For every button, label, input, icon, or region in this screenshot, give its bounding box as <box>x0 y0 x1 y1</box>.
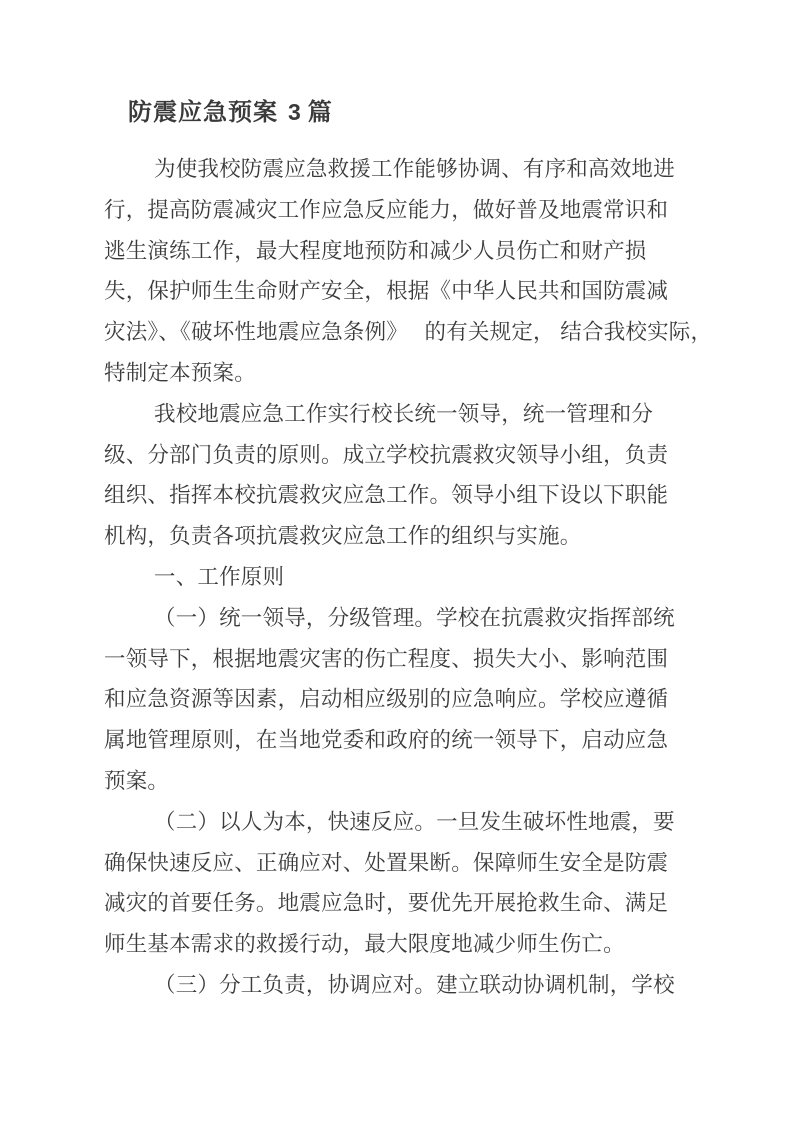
text-line: 特制定本预案。 <box>104 360 256 385</box>
text-line: 机构，负责各项抗震救灾应急工作的组织与实施。 <box>104 524 582 549</box>
title-count: 3 <box>288 99 301 125</box>
text-line: 组织、指挥本校抗震救灾应急工作。领导小组下设以下职能 <box>104 483 669 508</box>
text-line: 逃生演练工作，最大程度地预防和减少人员伤亡和财产损 <box>104 238 647 263</box>
text-line: 灾法》、《破坏性地震应急条例》 的有关规定， 结合我校实际， <box>104 320 713 345</box>
text-line: （二）以人为本，快速反应。一旦发生破坏性地震，要 <box>154 809 675 834</box>
text-line: 预案。 <box>104 768 170 793</box>
title-suffix: 篇 <box>307 100 333 126</box>
text-line: 师生基本需求的救援行动，最大限度地减少师生伤亡。 <box>104 932 625 957</box>
text-line: （一）统一领导，分级管理。学校在抗震救灾指挥部统 <box>154 605 675 630</box>
text-line: 行，提高防震减灾工作应急反应能力，做好普及地震常识和 <box>104 197 669 222</box>
text-line: 失，保护师生生命财产安全，根据《中华人民共和国防震减 <box>104 279 669 304</box>
text-line: 和应急资源等因素，启动相应级别的应急响应。学校应遵循 <box>104 687 669 712</box>
document-body <box>104 149 713 1006</box>
text-line: 减灾的首要任务。地震应急时，要优先开展抢救生命、满足 <box>104 891 669 916</box>
title-text: 防震应急预案 <box>128 100 278 126</box>
text-line: （三）分工负责，协调应对。建立联动协调机制，学校 <box>154 972 675 997</box>
text-line: 级、分部门负责的原则。成立学校抗震救灾领导小组，负责 <box>104 442 669 467</box>
text-line: 我校地震应急工作实行校长统一领导，统一管理和分 <box>154 401 654 426</box>
document-title <box>128 96 704 129</box>
document-content <box>104 96 713 1006</box>
text-line: 一领导下，根据地震灾害的伤亡程度、损失大小、影响范围 <box>104 646 669 671</box>
text-line: 一、工作原则 <box>154 564 285 589</box>
text-line: 为使我校防震应急救援工作能够协调、有序和高效地进 <box>154 157 675 181</box>
text-line: 属地管理原则，在当地党委和政府的统一领导下，启动应急 <box>104 728 669 753</box>
text-line: 确保快速反应、正确应对、处置果断。保障师生安全是防震 <box>104 850 669 875</box>
